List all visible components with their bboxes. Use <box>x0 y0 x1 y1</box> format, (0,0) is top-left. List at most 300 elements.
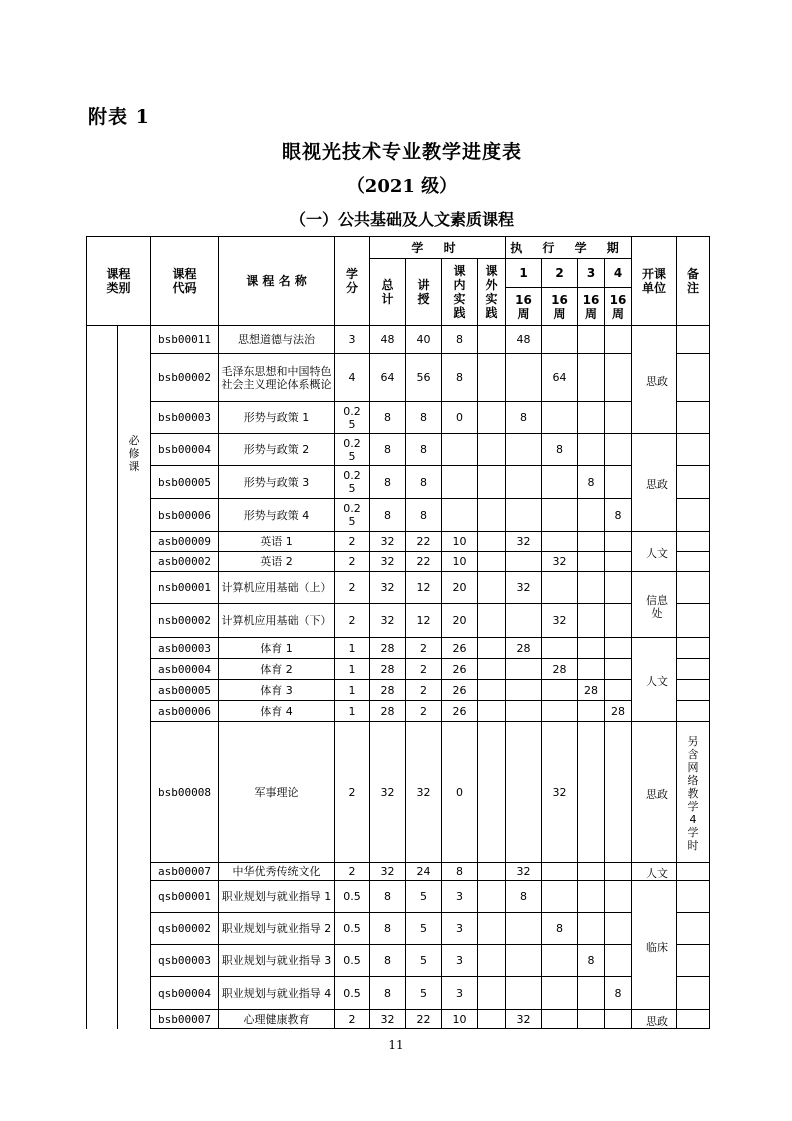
cell-s3: 8 <box>578 945 605 977</box>
cell-s1: 32 <box>506 1010 542 1029</box>
cell-total: 28 <box>370 638 406 659</box>
course-code: asb00003 <box>151 638 219 659</box>
cell-s2: 8 <box>542 434 578 466</box>
cell-total: 8 <box>370 434 406 466</box>
cell-inner: 10 <box>442 532 478 552</box>
cell-inner <box>442 499 478 532</box>
note-cell <box>677 402 710 434</box>
cell-s1: 32 <box>506 532 542 552</box>
cell-total: 8 <box>370 499 406 532</box>
cell-s2: 32 <box>542 604 578 638</box>
cell-outer <box>478 659 506 680</box>
cell-credit: 0.5 <box>335 881 370 913</box>
cell-lecture: 24 <box>406 863 442 881</box>
cell-s4: 8 <box>605 977 632 1010</box>
cell-s2: 8 <box>542 913 578 945</box>
header-weeks-3: 16周 <box>578 288 605 326</box>
cell-outer <box>478 604 506 638</box>
header-hours-inner-practice: 课内实践 <box>442 259 478 326</box>
cell-outer <box>478 434 506 466</box>
cell-s1 <box>506 680 542 701</box>
header-semester-1: 1 <box>506 259 542 288</box>
cell-inner: 10 <box>442 552 478 572</box>
cell-s2 <box>542 499 578 532</box>
note-cell <box>677 499 710 532</box>
cell-outer <box>478 977 506 1010</box>
cell-lecture: 2 <box>406 680 442 701</box>
cell-s4 <box>605 572 632 604</box>
course-code: qsb00001 <box>151 881 219 913</box>
table-row <box>87 977 710 1010</box>
course-code: nsb00001 <box>151 572 219 604</box>
cell-outer <box>478 945 506 977</box>
cell-lecture: 2 <box>406 638 442 659</box>
course-name: 职业规划与就业指导 2 <box>219 913 335 945</box>
course-code: bsb00008 <box>151 722 219 863</box>
unit-cell: 临床 <box>632 881 677 1010</box>
cell-total: 28 <box>370 659 406 680</box>
cell-s2 <box>542 572 578 604</box>
cell-s4 <box>605 863 632 881</box>
course-code: bsb00007 <box>151 1010 219 1029</box>
cell-credit: 2 <box>335 604 370 638</box>
cell-credit: 1 <box>335 701 370 722</box>
cell-s1: 32 <box>506 863 542 881</box>
cell-credit: 4 <box>335 354 370 402</box>
cell-outer <box>478 532 506 552</box>
cell-lecture: 22 <box>406 552 442 572</box>
cell-outer <box>478 1010 506 1029</box>
course-name: 体育 4 <box>219 701 335 722</box>
course-name: 英语 1 <box>219 532 335 552</box>
cell-outer <box>478 466 506 499</box>
cell-inner: 26 <box>442 659 478 680</box>
cell-s4 <box>605 326 632 354</box>
cell-s3 <box>578 701 605 722</box>
header-hours-lecture: 讲授 <box>406 259 442 326</box>
cell-s1 <box>506 913 542 945</box>
header-name: 课 程 名 称 <box>219 237 335 326</box>
cell-s1 <box>506 977 542 1010</box>
header-weeks-4: 16周 <box>605 288 632 326</box>
document-title: 眼视光技术专业教学进度表 <box>281 141 522 163</box>
cell-outer <box>478 722 506 863</box>
table-row <box>87 638 710 659</box>
course-name: 体育 3 <box>219 680 335 701</box>
cell-s3 <box>578 913 605 945</box>
note-cell <box>677 466 710 499</box>
cell-inner: 8 <box>442 863 478 881</box>
note-cell <box>677 945 710 977</box>
course-name: 心理健康教育 <box>219 1010 335 1029</box>
cell-lecture: 12 <box>406 604 442 638</box>
cell-s3: 28 <box>578 680 605 701</box>
cell-s3 <box>578 604 605 638</box>
cell-s3 <box>578 1010 605 1029</box>
course-code: qsb00003 <box>151 945 219 977</box>
table-row <box>87 945 710 977</box>
course-name: 体育 2 <box>219 659 335 680</box>
section-title: （一）公共基础及人文素质课程 <box>289 210 514 229</box>
cell-s4: 8 <box>605 499 632 532</box>
appendix-label: 附表 1 <box>88 106 150 128</box>
cell-s1: 8 <box>506 402 542 434</box>
header-hours-outer-practice: 课外实践 <box>478 259 506 326</box>
cell-s4 <box>605 532 632 552</box>
cell-inner: 0 <box>442 722 478 863</box>
cell-s2 <box>542 466 578 499</box>
course-name: 毛泽东思想和中国特色社会主义理论体系概论 <box>219 354 335 402</box>
note-cell <box>677 326 710 354</box>
table-row <box>87 863 710 881</box>
cell-outer <box>478 680 506 701</box>
cell-outer <box>478 881 506 913</box>
note-cell <box>677 552 710 572</box>
unit-cell: 思政 <box>632 434 677 532</box>
cell-total: 8 <box>370 977 406 1010</box>
cell-inner: 26 <box>442 638 478 659</box>
cell-credit: 0.5 <box>335 977 370 1010</box>
cell-s4 <box>605 604 632 638</box>
cell-s4 <box>605 722 632 863</box>
table-row <box>87 701 710 722</box>
cell-s2 <box>542 638 578 659</box>
table-row <box>87 326 710 354</box>
cell-outer <box>478 326 506 354</box>
cell-s3 <box>578 326 605 354</box>
course-name: 计算机应用基础（下） <box>219 604 335 638</box>
table-row <box>87 659 710 680</box>
course-code: bsb00002 <box>151 354 219 402</box>
cell-s2 <box>542 402 578 434</box>
cell-s1 <box>506 701 542 722</box>
cell-inner: 8 <box>442 354 478 402</box>
cell-outer <box>478 552 506 572</box>
cell-s3 <box>578 659 605 680</box>
note-cell <box>677 881 710 913</box>
course-code: bsb00004 <box>151 434 219 466</box>
header-weeks-1: 16周 <box>506 288 542 326</box>
cell-s1 <box>506 945 542 977</box>
table-row <box>87 354 710 402</box>
course-code: bsb00011 <box>151 326 219 354</box>
cell-credit: 0.25 <box>335 434 370 466</box>
cell-outer <box>478 913 506 945</box>
cell-s2 <box>542 701 578 722</box>
cell-lecture: 40 <box>406 326 442 354</box>
header-semester-group: 执 行 学 期 <box>506 237 632 259</box>
cell-s4 <box>605 1010 632 1029</box>
cell-outer <box>478 701 506 722</box>
course-name: 思想道德与法治 <box>219 326 335 354</box>
table-row <box>87 722 710 863</box>
cell-total: 32 <box>370 532 406 552</box>
cell-s1: 28 <box>506 638 542 659</box>
course-code: asb00009 <box>151 532 219 552</box>
cell-s1 <box>506 552 542 572</box>
course-name: 形势与政策 1 <box>219 402 335 434</box>
cell-s2 <box>542 863 578 881</box>
header-category: 课程类别 <box>87 237 151 326</box>
table-row <box>87 552 710 572</box>
cell-credit: 2 <box>335 572 370 604</box>
note-cell <box>677 638 710 659</box>
course-code: asb00006 <box>151 701 219 722</box>
header-semester-2: 2 <box>542 259 578 288</box>
note-cell <box>677 434 710 466</box>
cell-credit: 0.5 <box>335 913 370 945</box>
note-cell <box>677 1010 710 1029</box>
cell-lecture: 56 <box>406 354 442 402</box>
table-row <box>87 680 710 701</box>
table-row <box>87 466 710 499</box>
cell-credit: 1 <box>335 680 370 701</box>
cell-s4 <box>605 354 632 402</box>
course-name: 职业规划与就业指导 1 <box>219 881 335 913</box>
table-row <box>87 881 710 913</box>
course-name: 职业规划与就业指导 4 <box>219 977 335 1010</box>
course-code: qsb00002 <box>151 913 219 945</box>
cell-lecture: 5 <box>406 913 442 945</box>
note-cell <box>677 863 710 881</box>
course-code: nsb00002 <box>151 604 219 638</box>
cell-inner: 3 <box>442 945 478 977</box>
cell-lecture: 8 <box>406 466 442 499</box>
cell-s4: 28 <box>605 701 632 722</box>
cell-total: 8 <box>370 881 406 913</box>
note-cell <box>677 913 710 945</box>
cell-s2: 64 <box>542 354 578 402</box>
note-cell <box>677 532 710 552</box>
cell-outer <box>478 638 506 659</box>
cell-credit: 2 <box>335 722 370 863</box>
cell-s3 <box>578 434 605 466</box>
cell-lecture: 5 <box>406 945 442 977</box>
course-code: asb00005 <box>151 680 219 701</box>
cell-s3 <box>578 722 605 863</box>
cell-inner: 20 <box>442 604 478 638</box>
cell-s4 <box>605 680 632 701</box>
cell-inner: 10 <box>442 1010 478 1029</box>
note-cell <box>677 977 710 1010</box>
note-cell <box>677 604 710 638</box>
cell-lecture: 8 <box>406 434 442 466</box>
cell-s3 <box>578 499 605 532</box>
cell-s2: 28 <box>542 659 578 680</box>
header-unit: 开课单位 <box>632 237 677 326</box>
unit-cell: 思政 <box>632 1010 677 1029</box>
cell-lecture: 12 <box>406 572 442 604</box>
cell-s4 <box>605 552 632 572</box>
cell-s4 <box>605 402 632 434</box>
cell-s2 <box>542 881 578 913</box>
cell-total: 8 <box>370 466 406 499</box>
cell-inner: 26 <box>442 701 478 722</box>
cell-s1: 8 <box>506 881 542 913</box>
cell-s2: 32 <box>542 722 578 863</box>
note-cell <box>677 680 710 701</box>
cell-s3 <box>578 572 605 604</box>
cell-s3: 8 <box>578 466 605 499</box>
cell-s4 <box>605 913 632 945</box>
cell-s3 <box>578 863 605 881</box>
cell-s1 <box>506 499 542 532</box>
cell-lecture: 22 <box>406 1010 442 1029</box>
cell-inner: 3 <box>442 881 478 913</box>
cell-inner: 3 <box>442 913 478 945</box>
cell-inner <box>442 434 478 466</box>
header-code: 课程代码 <box>151 237 219 326</box>
cell-s3 <box>578 402 605 434</box>
cell-inner: 26 <box>442 680 478 701</box>
table-row <box>87 604 710 638</box>
cell-total: 32 <box>370 722 406 863</box>
note-cell <box>677 659 710 680</box>
course-name: 职业规划与就业指导 3 <box>219 945 335 977</box>
category-label: 必修课 <box>118 326 151 1029</box>
cell-s2 <box>542 1010 578 1029</box>
cell-s2 <box>542 532 578 552</box>
cell-lecture: 5 <box>406 977 442 1010</box>
cell-credit: 1 <box>335 638 370 659</box>
cell-s3 <box>578 532 605 552</box>
cell-s1 <box>506 604 542 638</box>
cell-s2 <box>542 977 578 1010</box>
course-name: 中华优秀传统文化 <box>219 863 335 881</box>
cell-s1: 32 <box>506 572 542 604</box>
header-weeks-2: 16周 <box>542 288 578 326</box>
cell-credit: 2 <box>335 863 370 881</box>
cell-lecture: 22 <box>406 532 442 552</box>
cell-s2 <box>542 680 578 701</box>
unit-cell: 思政 <box>632 722 677 863</box>
cell-s1 <box>506 722 542 863</box>
cell-credit: 0.25 <box>335 402 370 434</box>
cell-s4 <box>605 434 632 466</box>
cell-total: 48 <box>370 326 406 354</box>
cell-total: 32 <box>370 604 406 638</box>
header-semester-3: 3 <box>578 259 605 288</box>
table-row <box>87 402 710 434</box>
cell-outer <box>478 499 506 532</box>
cell-outer <box>478 863 506 881</box>
cell-credit: 1 <box>335 659 370 680</box>
schedule-table <box>86 236 710 1029</box>
header-note: 备注 <box>677 237 710 326</box>
cell-credit: 0.25 <box>335 499 370 532</box>
table-row <box>87 1010 710 1029</box>
course-code: asb00002 <box>151 552 219 572</box>
cell-s3 <box>578 354 605 402</box>
cell-s1 <box>506 434 542 466</box>
cell-s3 <box>578 552 605 572</box>
cell-s3 <box>578 881 605 913</box>
header-hours-group: 学 时 <box>370 237 506 259</box>
cell-total: 28 <box>370 680 406 701</box>
cell-s1 <box>506 659 542 680</box>
course-name: 军事理论 <box>219 722 335 863</box>
cell-lecture: 8 <box>406 402 442 434</box>
cell-inner: 8 <box>442 326 478 354</box>
course-name: 英语 2 <box>219 552 335 572</box>
course-code: asb00004 <box>151 659 219 680</box>
cell-credit: 2 <box>335 1010 370 1029</box>
cell-s4 <box>605 659 632 680</box>
cell-s4 <box>605 466 632 499</box>
page-number: 11 <box>388 1038 404 1052</box>
header-semester-4: 4 <box>605 259 632 288</box>
cell-total: 64 <box>370 354 406 402</box>
note-cell <box>677 701 710 722</box>
course-code: qsb00004 <box>151 977 219 1010</box>
cell-total: 28 <box>370 701 406 722</box>
cell-lecture: 2 <box>406 659 442 680</box>
cell-credit: 0.5 <box>335 945 370 977</box>
cell-total: 8 <box>370 913 406 945</box>
cell-credit: 2 <box>335 532 370 552</box>
table-row <box>87 499 710 532</box>
document-subtitle: （2021 级） <box>346 176 458 197</box>
unit-cell: 人文 <box>632 863 677 881</box>
course-name: 体育 1 <box>219 638 335 659</box>
cell-s1 <box>506 466 542 499</box>
cell-s2: 32 <box>542 552 578 572</box>
note-cell: 另含网络教学4学时 <box>677 722 710 863</box>
cell-total: 32 <box>370 1010 406 1029</box>
cell-total: 32 <box>370 572 406 604</box>
cell-total: 8 <box>370 402 406 434</box>
cell-credit: 3 <box>335 326 370 354</box>
header-hours-total: 总计 <box>370 259 406 326</box>
course-name: 形势与政策 4 <box>219 499 335 532</box>
cell-credit: 2 <box>335 552 370 572</box>
unit-cell: 信息处 <box>632 572 677 638</box>
cell-credit: 0.25 <box>335 466 370 499</box>
cell-total: 8 <box>370 945 406 977</box>
cell-inner: 0 <box>442 402 478 434</box>
cell-s4 <box>605 638 632 659</box>
cell-outer <box>478 402 506 434</box>
cell-outer <box>478 354 506 402</box>
table-row <box>87 532 710 552</box>
course-code: bsb00003 <box>151 402 219 434</box>
note-cell <box>677 572 710 604</box>
cell-s1 <box>506 354 542 402</box>
unit-cell: 思政 <box>632 326 677 434</box>
cell-lecture: 2 <box>406 701 442 722</box>
course-code: bsb00005 <box>151 466 219 499</box>
note-cell <box>677 354 710 402</box>
cell-lecture: 8 <box>406 499 442 532</box>
header-credit: 学分 <box>335 237 370 326</box>
course-name: 形势与政策 2 <box>219 434 335 466</box>
cell-lecture: 32 <box>406 722 442 863</box>
course-code: asb00007 <box>151 863 219 881</box>
cell-total: 32 <box>370 552 406 572</box>
cell-s3 <box>578 638 605 659</box>
course-name: 形势与政策 3 <box>219 466 335 499</box>
cell-inner: 3 <box>442 977 478 1010</box>
cell-inner <box>442 466 478 499</box>
cell-inner: 20 <box>442 572 478 604</box>
unit-cell: 人文 <box>632 638 677 722</box>
table-row <box>87 913 710 945</box>
cell-outer <box>478 572 506 604</box>
table-row <box>87 434 710 466</box>
category-outer-cell <box>87 326 118 1029</box>
cell-s2 <box>542 326 578 354</box>
cell-s3 <box>578 977 605 1010</box>
